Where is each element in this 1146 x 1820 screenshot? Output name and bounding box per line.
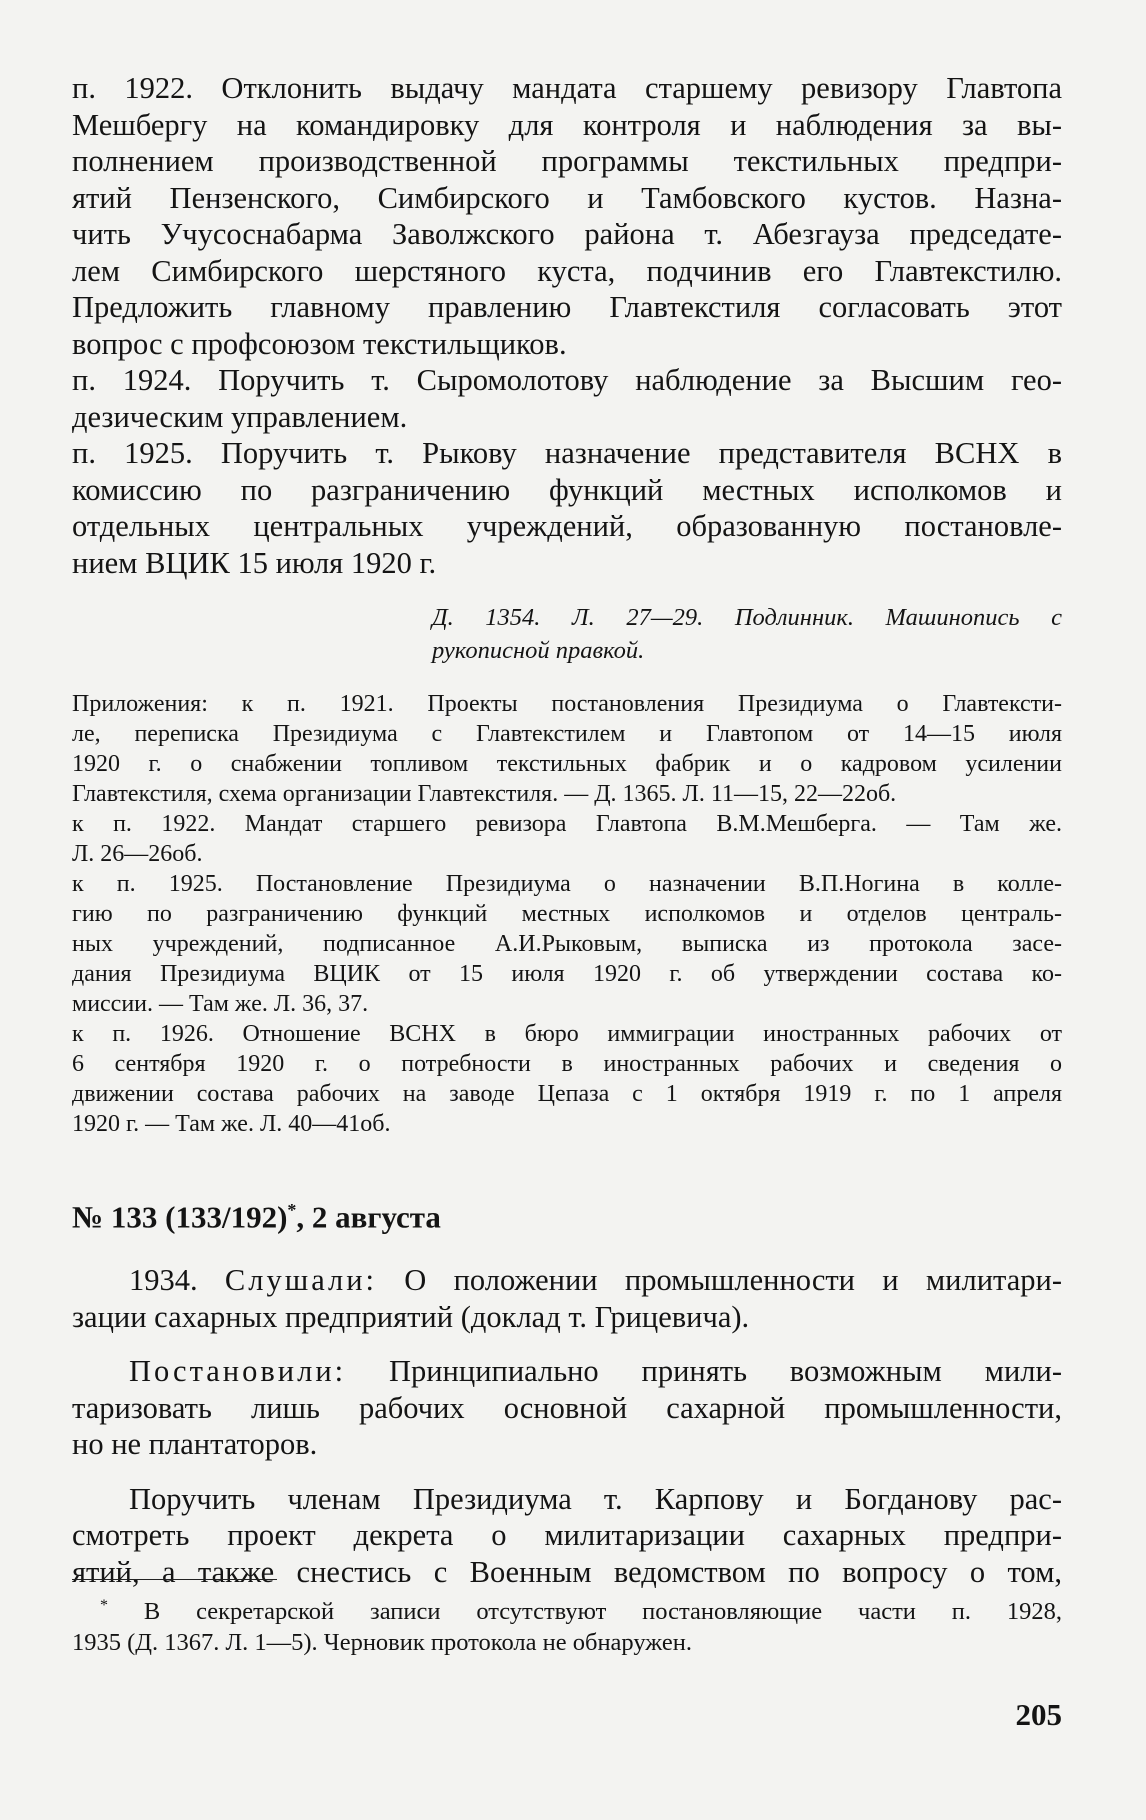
text-line: чить Учусоснабарма Заволжского района т. Абезгауза председате- — [72, 217, 1062, 251]
text-line: нием ВЦИК 15 июля 1920 г. — [72, 545, 437, 580]
appendix-1926 — [72, 1019, 1062, 1139]
paragraph-1922 — [72, 70, 1062, 362]
text-line: лем Симбирского шерстяного куста, подчинив его Главтекстилю. — [72, 253, 1062, 288]
appendix-1922 — [72, 809, 1062, 869]
protocol-date: , 2 августа — [296, 1199, 441, 1235]
paragraph-1924 — [72, 362, 1062, 435]
source-line: Д. 1354. Л. 27—29. Подлинник. Машинопись с — [432, 604, 1062, 631]
text-line: дезическим управлением. — [72, 399, 408, 434]
appendix-line: к п. 1925. Постановление Президиума о назначении В.П.Ногина в колле- — [72, 871, 1062, 897]
footnote-divider — [72, 1579, 277, 1580]
appendix-1925 — [72, 869, 1062, 1019]
footnote-marker: * — [100, 1597, 108, 1614]
footnote-marker: * — [287, 1200, 297, 1220]
footnote — [72, 1590, 1062, 1658]
appendix-line: 1920 г. — Там же. Л. 40—41об. — [72, 1111, 391, 1137]
footnote-line: * В секретарской записи отсутствуют постановляющие части п. 1928, — [100, 1597, 1062, 1626]
protocol-heading — [72, 1191, 1062, 1236]
document-page — [72, 70, 1062, 1590]
item-1934-decided — [72, 1353, 1062, 1463]
text-line: п. 1925. Поручить т. Рыкову назначение представителя ВСНХ в — [72, 436, 1062, 470]
text-line — [72, 1262, 1062, 1299]
item-1934-heard — [72, 1262, 1062, 1335]
heard-label: Слушали: — [224, 1263, 378, 1298]
appendix-line: гию по разграничению функций местных исполкомов и отделов централь- — [72, 901, 1062, 927]
paragraph-1925 — [72, 435, 1062, 581]
text-line: Поручить членам Президиума т. Карпову и Богданову рас- — [129, 1481, 1062, 1516]
text-line: полнением производственной программы текстильных предпри- — [72, 144, 1062, 178]
text-line: п. 1924. Поручить т. Сыромолотову наблюдение за Высшим гео- — [72, 363, 1062, 397]
text-line: смотреть проект декрета о милитаризации сахарных предпри- — [72, 1518, 1062, 1553]
item-number: 1934. — [129, 1263, 198, 1298]
protocol-number: № 133 (133/192) — [72, 1199, 288, 1235]
appendix-line: миссии. — Там же. Л. 36, 37. — [72, 991, 369, 1017]
text-line: отдельных центральных учреждений, образованную постановле- — [72, 509, 1062, 543]
appendix-1921 — [72, 689, 1062, 809]
decided-label: Постановили: — [129, 1354, 347, 1389]
appendix-line: Л. 26—26об. — [72, 841, 203, 867]
footnote-line: 1935 (Д. 1367. Л. 1—5). Черновик протокола не обнаружен. — [72, 1629, 693, 1657]
appendix-line: Главтекстиля, схема организации Главтекстиля. — Д. 1365. Л. 11—15, 22—22об. — [72, 781, 897, 807]
page-number: 205 — [1015, 1697, 1062, 1732]
appendix-line: 1920 г. о снабжении топливом текстильных фабрик и о кадровом усилении — [72, 751, 1062, 777]
text-line: зации сахарных предприятий (доклад т. Грицевича). — [72, 1299, 750, 1334]
appendix-line: ных учреждений, подписанное А.И.Рыковым, выписка из протокола засе- — [72, 931, 1062, 957]
item-1934-instruction — [72, 1481, 1062, 1591]
text-line: вопрос с профсоюзом текстильщиков. — [72, 326, 567, 361]
text-line: таризовать лишь рабочих основной сахарной промышленности, — [72, 1390, 1062, 1425]
appendix-line: к п. 1926. Отношение ВСНХ в бюро иммиграции иностранных рабочих от — [72, 1021, 1062, 1047]
appendix-line: движении состава рабочих на заводе Цепаза с 1 октября 1919 г. по 1 апреля — [72, 1081, 1062, 1107]
decided-text: Принципиально принять возможным мили- — [346, 1354, 1062, 1389]
text-line: ятий Пензенского, Симбирского и Тамбовского кустов. Назна- — [72, 180, 1062, 215]
text-line: Предложить главному правлению Главтекстиля согласовать этот — [72, 290, 1062, 324]
appendix-line: 6 сентября 1920 г. о потребности в иностранных рабочих и сведения о — [72, 1051, 1062, 1077]
heard-text: О положении промышленности и милитари- — [377, 1263, 1062, 1298]
text-line: Мешбергу на командировку для контроля и наблюдения за вы- — [72, 107, 1062, 142]
archival-source-note — [72, 601, 1062, 667]
appendix-line: к п. 1922. Мандат старшего ревизора Главтопа В.М.Мешберга. — Там же. — [72, 811, 1062, 837]
text-line: ятий, а также снестись с Военным ведомством по вопросу о том, — [72, 1554, 1062, 1589]
text-line: но не плантаторов. — [72, 1427, 318, 1462]
appendix-line: Приложения: к п. 1921. Проекты постановления Президиума о Главтексти- — [72, 691, 1062, 717]
source-line: рукописной правкой. — [432, 637, 645, 664]
text-line: п. 1922. Отклонить выдачу мандата старшему ревизору Главтопа — [72, 71, 1062, 105]
text-line: комиссию по разграничению функций местных исполкомов и — [72, 472, 1062, 507]
appendices — [72, 689, 1062, 1139]
text-line — [72, 1353, 1062, 1390]
appendix-line: ле, переписка Президиума с Главтекстилем и Главтопом от 14—15 июля — [72, 721, 1062, 747]
protocol-items — [72, 70, 1062, 581]
appendix-line: дания Президиума ВЦИК от 15 июля 1920 г. об утверждении состава ко- — [72, 961, 1062, 987]
